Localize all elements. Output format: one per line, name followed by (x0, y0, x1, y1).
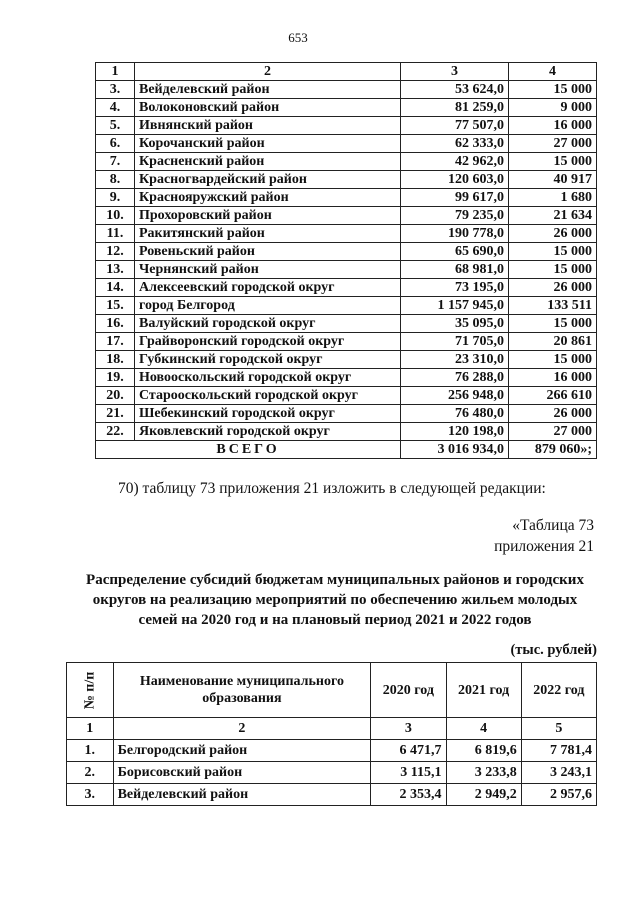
municipality-name: Краснояружский район (135, 189, 401, 207)
municipality-name: Волоконовский район (135, 99, 401, 117)
table-row (96, 387, 597, 405)
table-row (96, 189, 597, 207)
value-col3: 81 259,0 (401, 99, 509, 117)
total-row (96, 441, 597, 459)
page-number: 653 (288, 30, 308, 45)
row-number: 15. (96, 297, 135, 315)
table-row (96, 423, 597, 441)
municipality-name: Вейделевский район (113, 784, 371, 806)
col-number: 4 (446, 718, 521, 740)
value-2022: 2 957,6 (521, 784, 596, 806)
row-number: 1. (67, 740, 114, 762)
municipality-name: Новооскольский городской округ (135, 369, 401, 387)
table-row (96, 405, 597, 423)
municipality-name: Красногвардейский район (135, 171, 401, 189)
value-col3: 190 778,0 (401, 225, 509, 243)
municipality-name: Ровеньский район (135, 243, 401, 261)
municipality-name: Борисовский район (113, 762, 371, 784)
row-number: 6. (96, 135, 135, 153)
row-number: 14. (96, 279, 135, 297)
municipality-name: Губкинский городской округ (135, 351, 401, 369)
municipality-name: Грайворонский городской округ (135, 333, 401, 351)
table-row (96, 81, 597, 99)
value-2021: 6 819,6 (446, 740, 521, 762)
row-number: 5. (96, 117, 135, 135)
header-cell: 3 (401, 63, 509, 81)
header-cell-2022: 2022 год (521, 663, 596, 718)
row-number: 10. (96, 207, 135, 225)
value-col3: 120 198,0 (401, 423, 509, 441)
table-row (96, 261, 597, 279)
municipality-name: Корочанский район (135, 135, 401, 153)
instruction-paragraph: 70) таблицу 73 приложения 21 изложить в следующей редакции: (118, 480, 546, 497)
row-number: 12. (96, 243, 135, 261)
col-number: 2 (113, 718, 371, 740)
value-col3: 76 480,0 (401, 405, 509, 423)
units-label: (тыс. рублей) (510, 642, 597, 658)
municipality-name: Ракитянский район (135, 225, 401, 243)
value-2021: 3 233,8 (446, 762, 521, 784)
row-number: 8. (96, 171, 135, 189)
municipality-name: город Белгород (135, 297, 401, 315)
table-row (96, 135, 597, 153)
value-col3: 71 705,0 (401, 333, 509, 351)
value-col3: 65 690,0 (401, 243, 509, 261)
col-number: 5 (521, 718, 596, 740)
value-col4: 15 000 (509, 351, 597, 369)
row-number: 4. (96, 99, 135, 117)
value-col3: 76 288,0 (401, 369, 509, 387)
row-number: 3. (96, 81, 135, 99)
header-cell-2021: 2021 год (446, 663, 521, 718)
value-col4: 40 917 (509, 171, 597, 189)
table-row (96, 369, 597, 387)
subsidy-table-72 (95, 62, 597, 459)
row-number: 9. (96, 189, 135, 207)
value-col3: 120 603,0 (401, 171, 509, 189)
value-col3: 256 948,0 (401, 387, 509, 405)
table-row (96, 99, 597, 117)
value-col3: 62 333,0 (401, 135, 509, 153)
value-2020: 3 115,1 (371, 762, 446, 784)
value-2022: 7 781,4 (521, 740, 596, 762)
total-label: ВСЕГО (96, 441, 401, 459)
table-ref-line1: «Таблица 73 (512, 517, 594, 534)
title-line: Распределение субсидий бюджетам муниципальных районов и городских (86, 572, 584, 588)
table-row (67, 762, 597, 784)
municipality-name: Белгородский район (113, 740, 371, 762)
municipality-name: Вейделевский район (135, 81, 401, 99)
row-number: 13. (96, 261, 135, 279)
table-row (96, 297, 597, 315)
table-row (96, 243, 597, 261)
value-col4: 21 634 (509, 207, 597, 225)
value-col3: 99 617,0 (401, 189, 509, 207)
value-col4: 20 861 (509, 333, 597, 351)
municipality-name: Прохоровский район (135, 207, 401, 225)
value-col4: 27 000 (509, 423, 597, 441)
table-row (96, 171, 597, 189)
table-header-row (67, 663, 597, 718)
municipality-name: Красненский район (135, 153, 401, 171)
col-number: 1 (67, 718, 114, 740)
row-number: 11. (96, 225, 135, 243)
table-title (75, 570, 595, 630)
value-col4: 16 000 (509, 117, 597, 135)
title-line: семей на 2020 год и на плановый период 2021 и 2022 годов (138, 612, 532, 628)
value-col4: 26 000 (509, 279, 597, 297)
table-row (96, 333, 597, 351)
row-number: 2. (67, 762, 114, 784)
value-col4: 1 680 (509, 189, 597, 207)
header-text: № п/п (82, 671, 98, 709)
table-row (96, 153, 597, 171)
header-cell-2020: 2020 год (371, 663, 446, 718)
table-row (67, 740, 597, 762)
value-col3: 77 507,0 (401, 117, 509, 135)
value-2020: 2 353,4 (371, 784, 446, 806)
table-ref-line2: приложения 21 (494, 538, 594, 555)
row-number: 17. (96, 333, 135, 351)
header-cell: 2 (135, 63, 401, 81)
municipality-name: Старооскольский городской округ (135, 387, 401, 405)
value-2022: 3 243,1 (521, 762, 596, 784)
value-col3: 53 624,0 (401, 81, 509, 99)
value-col4: 15 000 (509, 153, 597, 171)
table-row (67, 784, 597, 806)
value-col4: 15 000 (509, 315, 597, 333)
column-number-row (67, 718, 597, 740)
total-col3: 3 016 934,0 (401, 441, 509, 459)
municipality-name: Шебекинский городской округ (135, 405, 401, 423)
value-col4: 9 000 (509, 99, 597, 117)
table-row (96, 207, 597, 225)
col-number: 3 (371, 718, 446, 740)
value-col4: 133 511 (509, 297, 597, 315)
row-number: 20. (96, 387, 135, 405)
value-col3: 68 981,0 (401, 261, 509, 279)
table-row (96, 279, 597, 297)
value-2020: 6 471,7 (371, 740, 446, 762)
subsidy-table-73 (66, 662, 597, 806)
row-number: 7. (96, 153, 135, 171)
row-number: 19. (96, 369, 135, 387)
table-row (96, 315, 597, 333)
row-number: 22. (96, 423, 135, 441)
municipality-name: Яковлевский городской округ (135, 423, 401, 441)
total-col4: 879 060»; (509, 441, 597, 459)
value-col4: 26 000 (509, 405, 597, 423)
value-col3: 35 095,0 (401, 315, 509, 333)
table-row (96, 351, 597, 369)
value-col3: 1 157 945,0 (401, 297, 509, 315)
header-cell-name: Наименование муниципального образования (113, 663, 371, 718)
table-row (96, 225, 597, 243)
municipality-name: Валуйский городской округ (135, 315, 401, 333)
value-col3: 73 195,0 (401, 279, 509, 297)
header-cell-number (67, 663, 114, 718)
value-2021: 2 949,2 (446, 784, 521, 806)
value-col4: 27 000 (509, 135, 597, 153)
value-col4: 15 000 (509, 81, 597, 99)
municipality-name: Чернянский район (135, 261, 401, 279)
value-col4: 266 610 (509, 387, 597, 405)
value-col3: 23 310,0 (401, 351, 509, 369)
row-number: 21. (96, 405, 135, 423)
header-cell: 4 (509, 63, 597, 81)
value-col4: 26 000 (509, 225, 597, 243)
row-number: 16. (96, 315, 135, 333)
title-line: округов на реализацию мероприятий по обеспечению жильем молодых (92, 592, 578, 608)
value-col4: 16 000 (509, 369, 597, 387)
municipality-name: Алексеевский городской округ (135, 279, 401, 297)
value-col4: 15 000 (509, 261, 597, 279)
row-number: 18. (96, 351, 135, 369)
value-col3: 79 235,0 (401, 207, 509, 225)
value-col3: 42 962,0 (401, 153, 509, 171)
header-cell: 1 (96, 63, 135, 81)
municipality-name: Ивнянский район (135, 117, 401, 135)
table-row (96, 117, 597, 135)
table-header-row (96, 63, 597, 81)
row-number: 3. (67, 784, 114, 806)
value-col4: 15 000 (509, 243, 597, 261)
